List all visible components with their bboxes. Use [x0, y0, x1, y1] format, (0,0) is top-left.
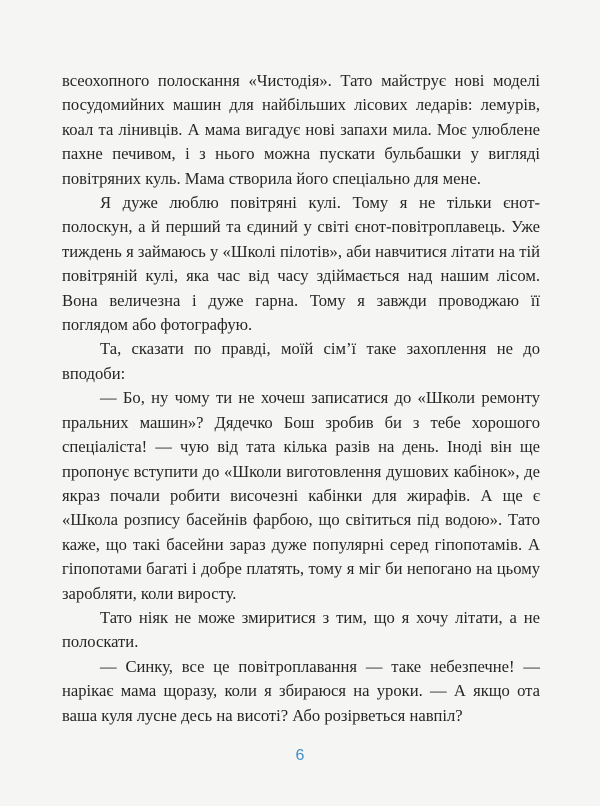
body-text	[62, 69, 540, 728]
paragraph-continuation: всеохопного полоскання «Чистодія». Тато майструє нові моделі посудомийних машин для найбільших лісових ледарів: лемурів, коал та лінивців. А мама вигадує нові запахи мила. Моє улюблене пахне печивом, і з нього можна пускати бульбашки у вигляді повітряних куль. Мама створила його спеціально для мене.	[62, 71, 540, 188]
paragraph-balloons: Я дуже люблю повітряні кулі. Тому я не тільки єнот-полоскун, а й перший та єдиний у світі єнот-повітроплавець. Уже тиждень я займаюсь у «Школі пілотів», аби навчитися літати на тій повітряній кулі, яка час від часу здіймається над нашим лісом. Вона величезна і дуже гарна. Тому я завжди проводжаю її поглядом або фотографую.	[62, 193, 540, 335]
page-number: 6	[295, 747, 305, 764]
paragraph-dad-speech: — Бо, ну чому ти не хочеш записатися до «Школи ремонту пральних машин»? Дядечко Бош зробив би з тебе хорошого спеціаліста! — чую від тата кілька разів на день. Іноді він ще пропонує вступити до «Школи виготовлення душових кабінок», де якраз почали робити височезні кабінки для жирафів. А ще є «Школа розпису басейнів фарбою, що світиться під водою». Тато каже, що такі басейни зараз дуже популярні серед гіпопотамів. А гіпопотами багаті і добре платять, тому я міг би непогано на цьому заробляти, коли виросту.	[62, 388, 540, 603]
paragraph-dad-disagrees: Тато ніяк не може змиритися з тим, що я хочу літати, а не полоскати.	[62, 607, 540, 652]
paragraph-family: Та, сказати по правді, моїй сім’ї таке захоплення не до вподоби:	[62, 339, 540, 383]
paragraph-mom-speech: — Синку, все це повітроплавання — таке небезпечне! — нарікає мама щоразу, коли я збираюся на уроки. — А якщо ота ваша куля лусне десь на висоті? Або розірветься навпіл?	[62, 656, 540, 725]
